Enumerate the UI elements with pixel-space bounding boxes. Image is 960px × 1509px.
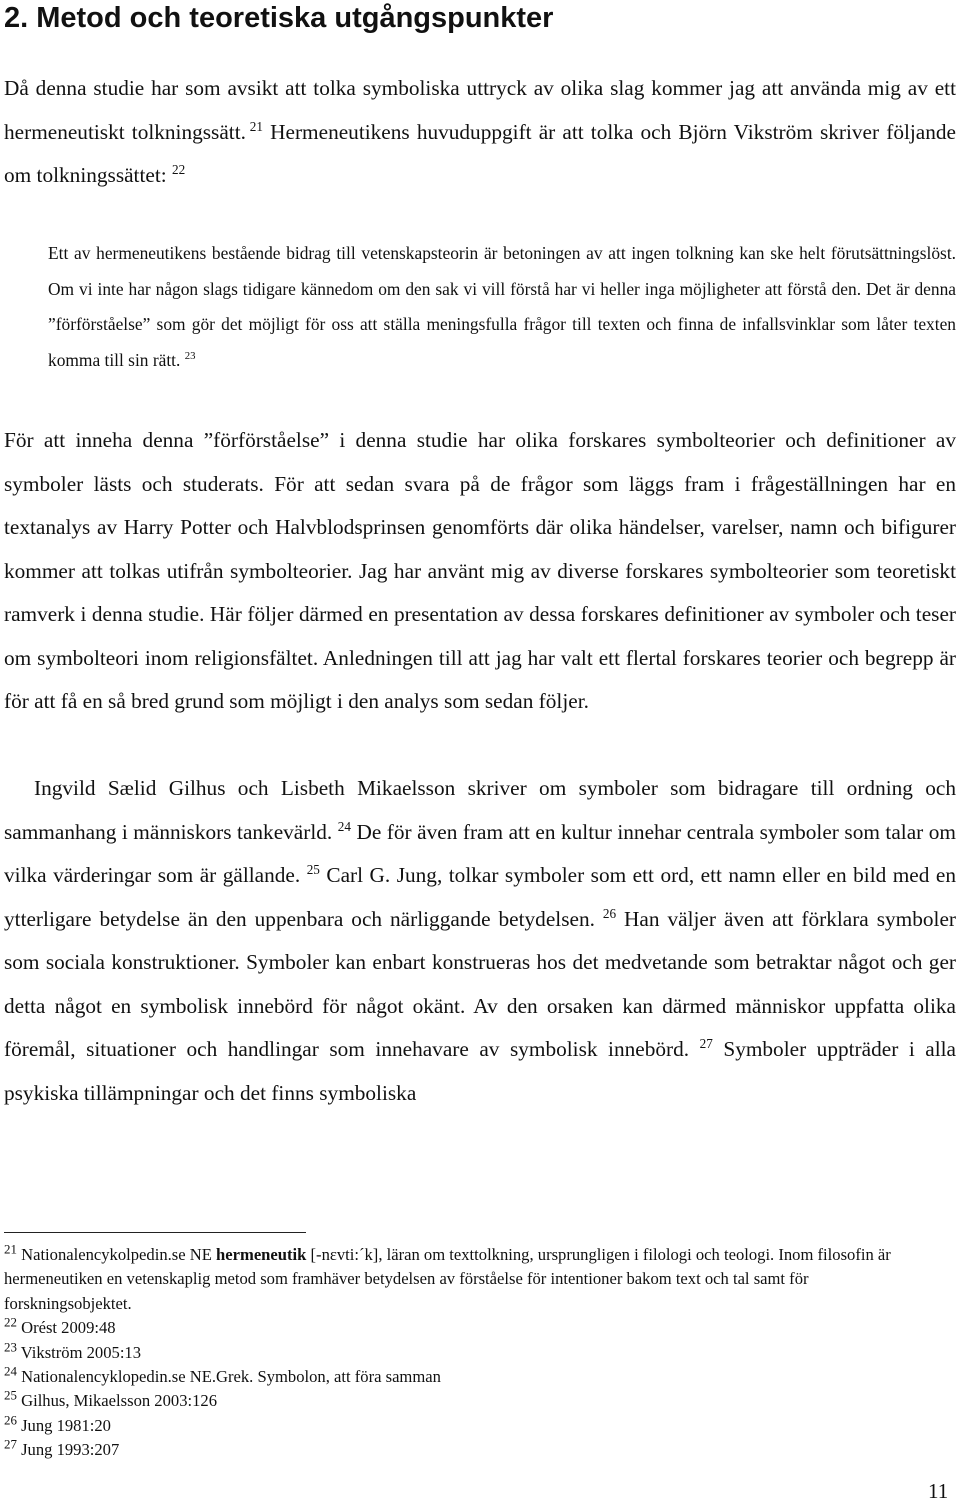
- footnote-number: 22: [4, 1314, 17, 1330]
- footnote-ref-23: 23: [184, 350, 196, 363]
- footnote-ref-26: 26: [602, 905, 617, 921]
- theory-text-4: Han väljer även att förklara symboler som sociala konstruktioner. Symboler kan enbart konstrueras hos det medvetande som betraktar något och ger detta något en symbolisk innebörd för något okänt. Av den orsaken kan därmed människor uppfatta olika föremål, situationer och handlingar som innehavare av symbolisk innebörd.: [4, 906, 956, 1061]
- intro-text-2: Hermeneutikens huvuduppgift är att tolka och Björn Vikström skriver följande om tolkningssättet:: [4, 119, 957, 187]
- footnote-text: Nationalencyklopedin.se NE.Grek. Symbolon, att föra samman: [21, 1367, 441, 1387]
- footnote-21-source: Nationalencykolpedin.se NE: [21, 1245, 212, 1264]
- quote-text: Ett av hermeneutikens bestående bidrag till vetenskapsteorin är betoningen av att ingen tolkning kan ske helt förutsättningslöst. Om vi inte har någon slags tidigare kännedom om den sak vi vill förstå har vi heller inga möjligheter att förstå den. Det är denna ”förförståelse” som gör det möjligt för oss att ställa meningsfulla frågor till texten och finna de infallsvinklar som låter texten komma till sin rätt.: [48, 243, 956, 371]
- theory-text-1: Ingvild Sælid Gilhus och Lisbeth Mikaelsson skriver om symboler som bidragare till ordning och sammanhang i människors tankevärld.: [4, 776, 956, 844]
- footnote-text: Orést 2009:48: [21, 1318, 116, 1338]
- footnote-25: [4, 1389, 934, 1413]
- footnote-ref-21: 21: [249, 118, 263, 134]
- footnote-text: Vikström 2005:13: [20, 1342, 142, 1362]
- section-heading: 2. Metod och teoretiska utgångspunkter: [4, 2, 554, 34]
- block-quote: [48, 236, 956, 379]
- method-paragraph: För att inneha denna ”förförståelse” i denna studie har olika forskares symbolteorier och definitioner av symboler lästs och studerats. För att sedan svara på de frågor som läggs fram i frågeställningen har en textanalys av Harry Potter och Halvblodsprinsen genomförts där olika händelser, varelser, namn och bifigurer kommer att tolkas utifrån symbolteorier. Jag har använt mig av diverse forskares symbolteorier som teoretiskt ramverk i denna studie. Här följer därmed en presentation av dessa forskares definitioner av symboler och teser om symbolteori inom religionsfältet. Anledningen till att jag har valt ett flertal forskares teorier och begrepp är för att få en så bred grund som möjligt i den analys som sedan följer.: [4, 428, 956, 713]
- theory-text-2: De för även fram att en kultur innehar centrala symboler som talar om vilka värderingar som är gällande.: [4, 819, 956, 887]
- footnote-number: 23: [4, 1339, 17, 1355]
- intro-text-1: Då denna studie har som avsikt att tolka symboliska uttryck av olika slag kommer jag att använda mig av ett hermeneutiskt tolkningssätt.: [4, 76, 956, 144]
- footnote-21-definition: [-nεvti:´k], läran om texttolkning, ursprungligen i filologi och teologi. Inom filosofin är hermeneutiken en vetenskaplig metod som framhäver betydelsen av förståelse för intentioner bakom text och tal samt för forskningsobjektet.: [4, 1245, 891, 1313]
- footnote-23: [4, 1341, 934, 1365]
- footnote-text: Gilhus, Mikaelsson 2003:126: [21, 1391, 217, 1411]
- footnote-ref-25: 25: [306, 861, 320, 877]
- footnotes: [4, 1243, 934, 1463]
- footnote-ref-22: 22: [172, 161, 186, 177]
- page-number: 11: [928, 1479, 949, 1503]
- theory-text-5: Symboler uppträder i alla psykiska tillämpningar och det finns symboliska: [4, 1037, 956, 1105]
- footnote-22: [4, 1316, 934, 1340]
- footnote-number: 24: [4, 1363, 17, 1379]
- footnote-27: [4, 1438, 934, 1462]
- footnote-text: Jung 1981:20: [21, 1415, 111, 1435]
- footnote-21: [4, 1243, 934, 1316]
- footnote-ref-24: 24: [337, 818, 351, 834]
- theory-paragraph: [4, 767, 956, 1115]
- footnote-divider: [4, 1232, 306, 1233]
- footnote-number: 27: [4, 1436, 17, 1452]
- footnote-21-term: hermeneutik: [216, 1245, 307, 1264]
- footnote-number: 21: [4, 1241, 17, 1257]
- footnote-number: 26: [4, 1412, 17, 1428]
- footnote-26: [4, 1414, 934, 1438]
- footnote-ref-27: 27: [699, 1035, 713, 1051]
- intro-paragraph: [4, 67, 956, 198]
- footnote-24: [4, 1365, 934, 1389]
- theory-text-3: Carl G. Jung, tolkar symboler som ett ord, ett namn eller en bild med en ytterligare betydelse än den uppenbara och närliggande betydelsen.: [4, 863, 956, 931]
- footnote-number: 25: [4, 1387, 17, 1403]
- footnote-text: Jung 1993:207: [21, 1440, 120, 1460]
